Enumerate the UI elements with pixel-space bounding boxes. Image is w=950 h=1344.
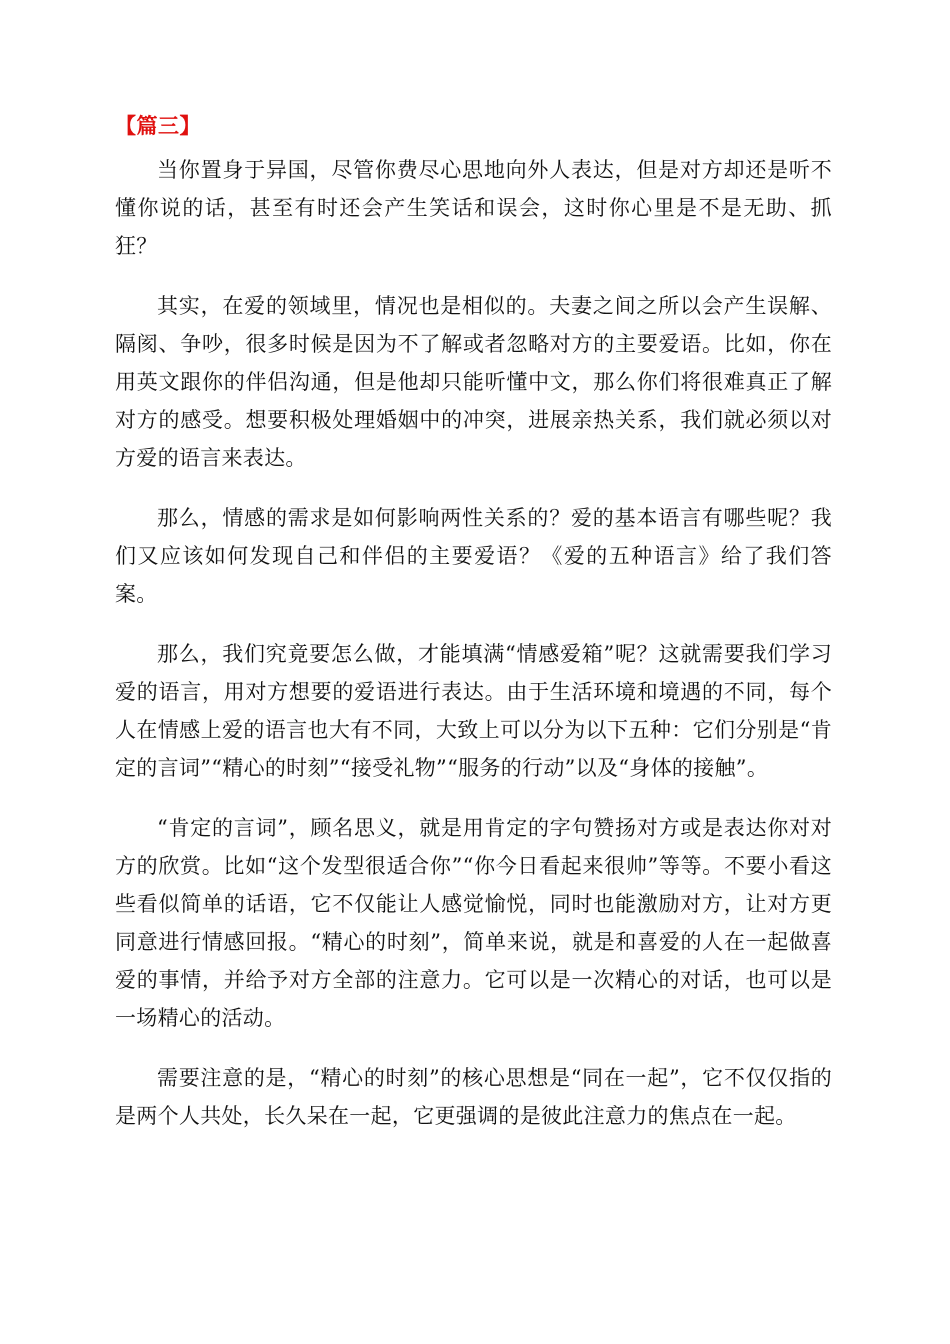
paragraph-2: 其实，在爱的领域里，情况也是相似的。夫妻之间之所以会产生误解、隔阂、争吵，很多时候是因为不了解或者忽略对方的主要爱语。比如，你在用英文跟你的伴侣沟通，但是他却只能听懂中文，那么你们将很难真正了解对方的感受。想要积极处理婚姻中的冲突，进展亲热关系，我们就必须以对方爱的语言来表达。 (115, 294, 832, 470)
article-body (115, 109, 832, 1157)
paragraph-3: 那么，情感的需求是如何影响两性关系的？爱的基本语言有哪些呢？我们又应该如何发现自己和伴侣的主要爱语？《爱的五种语言》给了我们答案。 (115, 506, 832, 606)
paragraph-4: 那么，我们究竟要怎么做，才能填满“情感爱箱”呢？这就需要我们学习爱的语言，用对方想要的爱语进行表达。由于生活环境和境遇的不同，每个人在情感上爱的语言也大有不同，大致上可以分为以下五种：它们分别是“肯定的言词”“精心的时刻”“接受礼物”“服务的行动”以及“身体的接触”。 (115, 642, 832, 780)
paragraph-6: 需要注意的是，“精心的时刻”的核心思想是“同在一起”，它不仅仅指的是两个人共处，长久呆在一起，它更强调的是彼此注意力的焦点在一起。 (115, 1066, 832, 1128)
paragraph-1: 当你置身于异国，尽管你费尽心思地向外人表达，但是对方却还是听不懂你说的话，甚至有时还会产生笑话和误会，这时你心里是不是无助、抓狂？ (115, 158, 832, 258)
section-title: 【篇三】 (115, 114, 201, 138)
paragraph-5: “肯定的言词”，顾名思义，就是用肯定的字句赞扬对方或是表达你对对方的欣赏。比如“这个发型很适合你”“你今日看起来很帅”等等。不要小看这些看似简单的话语，它不仅能让人感觉愉悦，同时也能激励对方，让对方更同意进行情感回报。“精心的时刻”，简单来说，就是和喜爱的人在一起做喜爱的事情，并给予对方全部的注意力。它可以是一次精心的对话，也可以是一场精心的活动。 (115, 816, 832, 1030)
